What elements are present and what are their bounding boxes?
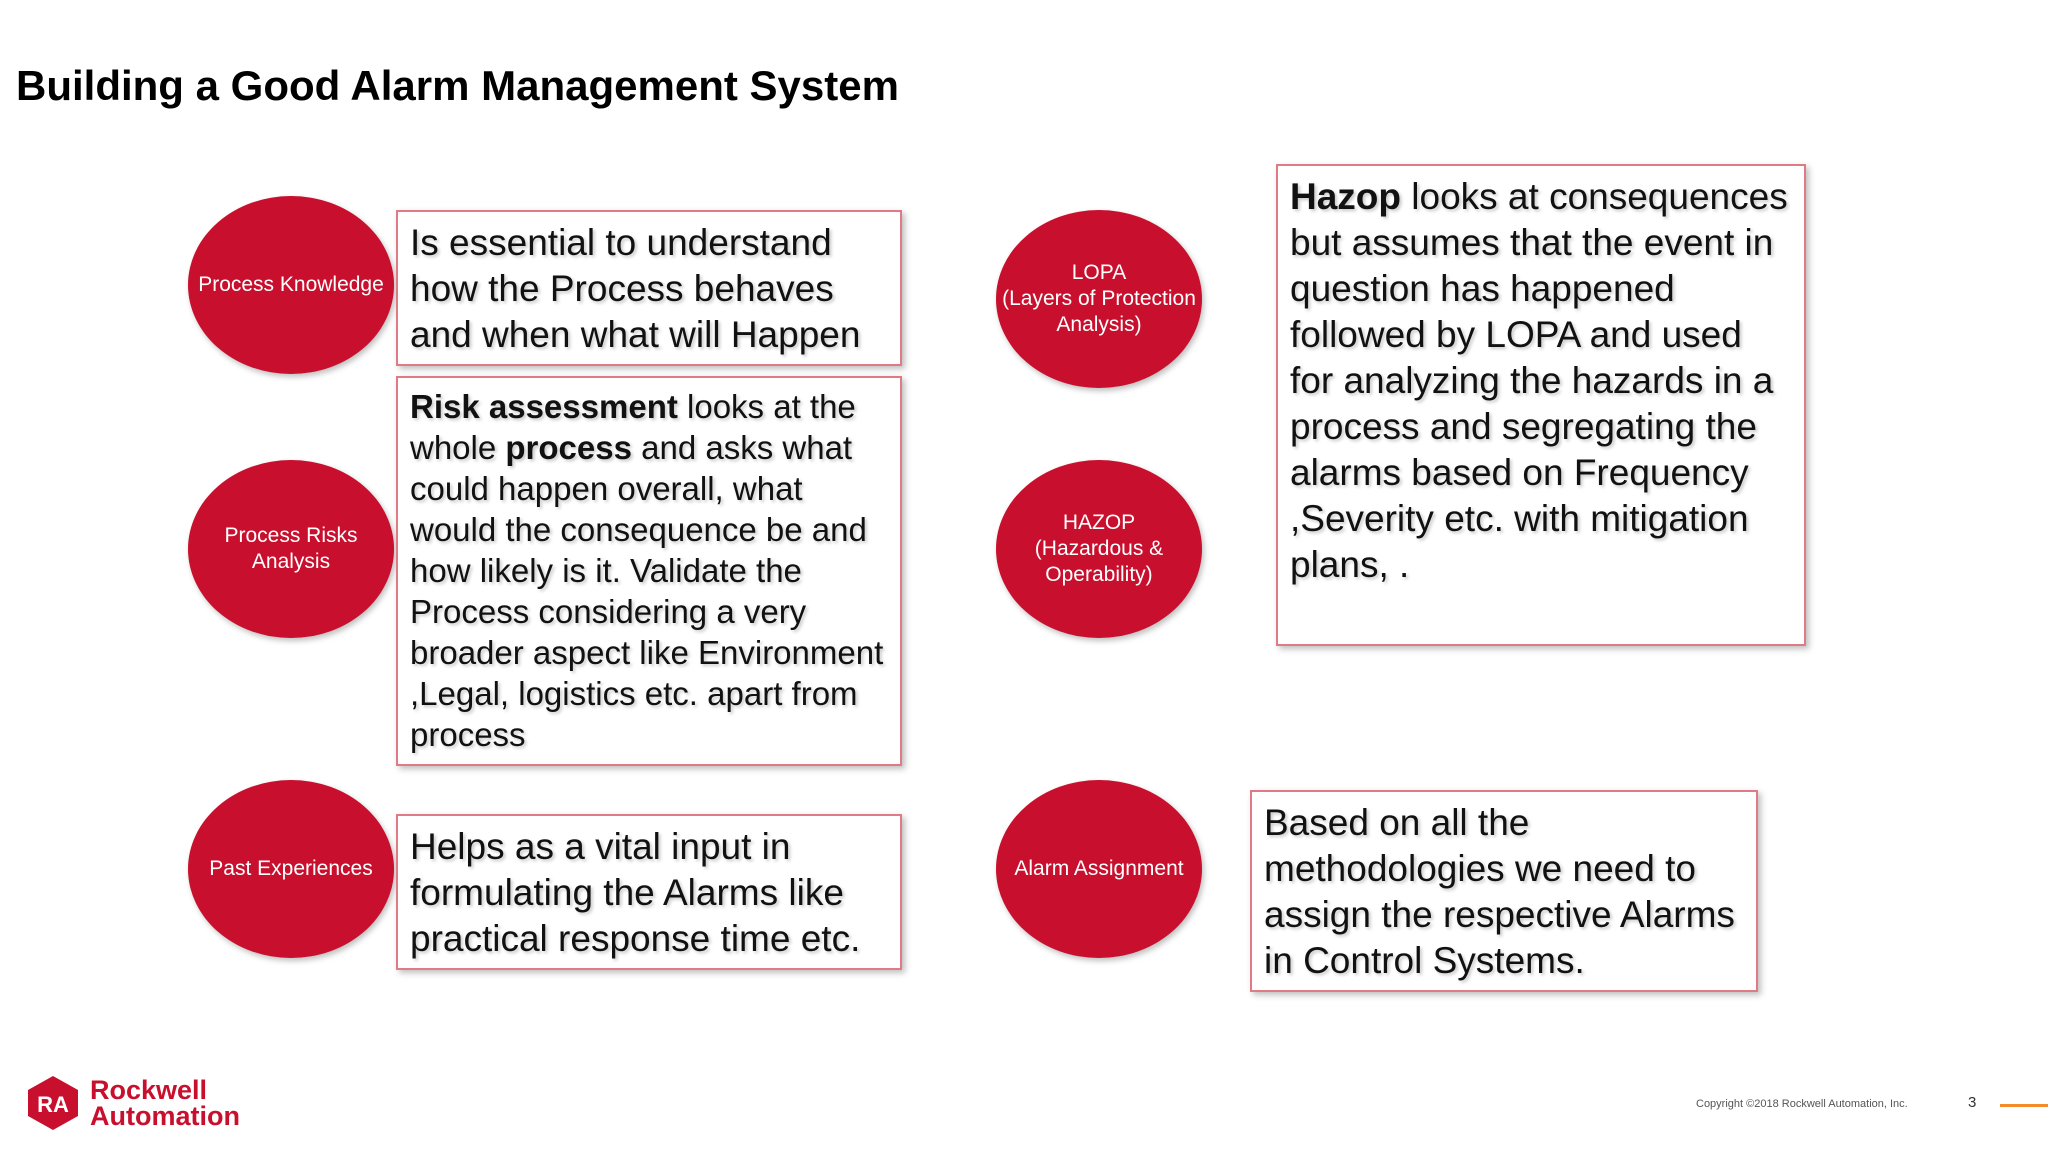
hazop-textbox xyxy=(1276,164,1806,646)
risk-assessment-textbox xyxy=(396,376,902,766)
rockwell-logo-text xyxy=(90,1077,240,1129)
hazop-text: looks at consequences but assumes that the event in question has happened followed by LOPA and used for analyzing the hazards in a process and segregating the alarms based on Frequency ,Severity etc. with mitigation plans, . xyxy=(1290,176,1788,585)
oval-lopa xyxy=(996,210,1202,388)
alarm-assignment-text: Based on all the methodologies we need to assign the respective Alarms in Control Systems. xyxy=(1264,802,1735,981)
oval-alarm-assignment-label: Alarm Assignment xyxy=(1014,857,1184,880)
slide-title: Building a Good Alarm Management System xyxy=(16,62,899,109)
accent-line xyxy=(2000,1104,2048,1107)
logo-line-2: Automation xyxy=(90,1101,240,1131)
logo-line-1: Rockwell xyxy=(90,1075,208,1105)
oval-past-experiences-label: Past Experiences xyxy=(209,857,373,880)
process-bold: process xyxy=(505,429,632,466)
oval-hazop-label: HAZOP (Hazardous & Operability) xyxy=(1034,511,1164,586)
process-knowledge-text: Is essential to understand how the Process behaves and when what will Happen xyxy=(410,222,861,355)
page-number: 3 xyxy=(1968,1094,1977,1111)
hazop-bold: Hazop xyxy=(1290,176,1401,217)
oval-process-risks-label: Process Risks Analysis xyxy=(224,524,358,573)
past-experiences-text: Helps as a vital input in formulating the Alarms like practical response time etc. xyxy=(410,826,861,959)
rockwell-logo xyxy=(24,1074,240,1132)
ra-logo-mark-text: RA xyxy=(37,1092,69,1117)
oval-hazop xyxy=(996,460,1202,638)
copyright-text: Copyright ©2018 Rockwell Automation, Inc. xyxy=(1696,1098,1908,1110)
oval-process-knowledge-label: Process Knowledge xyxy=(198,273,384,296)
past-experiences-textbox xyxy=(396,814,902,970)
process-knowledge-textbox xyxy=(396,210,902,366)
oval-alarm-assignment xyxy=(996,780,1202,958)
oval-past-experiences xyxy=(188,780,394,958)
oval-process-knowledge xyxy=(188,196,394,374)
oval-process-risks-analysis xyxy=(188,460,394,638)
ra-logo-icon xyxy=(24,1074,82,1132)
risk-assessment-text-1: looks at the whole xyxy=(410,388,856,466)
alarm-assignment-textbox xyxy=(1250,790,1758,992)
oval-lopa-label: LOPA (Layers of Protection Analysis) xyxy=(1002,261,1196,336)
risk-assessment-text-2: and asks what could happen overall, what would the consequence be and how likely is it. Validate the Process considering a very broader aspect like Environment ,Legal, logistics etc. apart from process xyxy=(410,429,884,753)
risk-assessment-bold: Risk assessment xyxy=(410,388,678,425)
